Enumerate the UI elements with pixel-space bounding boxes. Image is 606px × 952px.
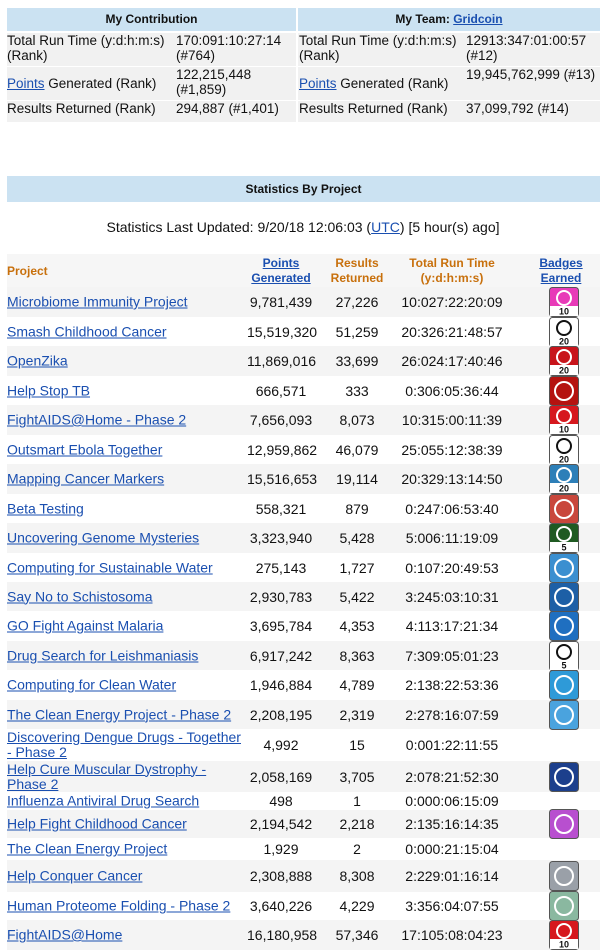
results-value: 8,073 (339, 412, 375, 428)
parasite-badge-icon[interactable] (549, 641, 579, 671)
project-link[interactable]: Say No to Schistosoma (7, 588, 153, 604)
runtime-value: 20:326:21:48:57 (401, 323, 503, 340)
zika-badge-icon[interactable] (549, 346, 579, 376)
table-row (7, 494, 600, 523)
table-row (7, 700, 600, 729)
total-run-time-value: 170:091:10:27:14 (#764) (176, 33, 282, 63)
results-value: 2 (353, 841, 361, 857)
team-total-run-time-row (298, 33, 600, 66)
badge-level: 20 (558, 483, 570, 494)
badge-level: 5 (561, 542, 567, 553)
project-link[interactable]: Computing for Clean Water (7, 676, 177, 693)
points-column-header[interactable]: Points Generated (251, 256, 311, 285)
results-value: 879 (345, 500, 369, 517)
runtime-value: 10:315:00:11:39 (401, 412, 503, 428)
project-link[interactable]: Human Proteome Folding - Phase 2 (7, 897, 231, 914)
points-value: 2,194,542 (249, 816, 313, 832)
clean-energy-badge-icon[interactable] (549, 700, 579, 730)
hammer-badge-icon[interactable] (549, 317, 579, 347)
points-value: 2,058,169 (249, 768, 313, 785)
water-drop-badge-icon[interactable] (549, 670, 579, 700)
results-value: 33,699 (335, 353, 379, 369)
project-column-header: Project (7, 264, 48, 278)
runtime-value: 2:138:22:53:36 (405, 677, 499, 693)
my-contribution-title: My Contribution (7, 8, 296, 33)
table-row (7, 860, 600, 892)
project-link[interactable]: Beta Testing (7, 500, 84, 516)
runtime-value: 2:078:21:52:30 (405, 768, 499, 785)
table-row (7, 405, 600, 435)
runtime-value: 26:024:17:40:46 (401, 353, 503, 369)
results-value: 2,319 (339, 706, 375, 723)
runtime-value: 2:229:01:16:14 (405, 868, 499, 884)
results-value: 4,789 (339, 677, 375, 693)
lungs-badge-icon[interactable] (549, 376, 579, 406)
runtime-column-header: Total Run Time (y:d:h:m:s) (409, 256, 495, 285)
project-link[interactable]: Mapping Cancer Markers (7, 470, 165, 487)
points-value: 9,781,439 (249, 294, 313, 310)
runtime-value: 0:107:20:49:53 (405, 559, 499, 576)
runtime-value: 0:247:06:53:40 (405, 500, 499, 517)
results-value: 1 (353, 793, 361, 809)
total-run-time-row (7, 33, 296, 66)
runtime-value: 3:245:03:10:31 (405, 588, 499, 605)
team-total-run-time-label: Total Run Time (y:d:h:m:s) (Rank) (299, 33, 457, 63)
badge-level: 10 (558, 939, 570, 950)
runtime-value: 25:055:12:38:39 (401, 441, 503, 458)
results-value: 3,705 (339, 768, 375, 785)
project-link[interactable]: Computing for Sustainable Water (7, 559, 213, 575)
table-row (7, 582, 600, 611)
badges-column-header[interactable]: Badges Earned (539, 256, 583, 285)
badge-level: 10 (558, 424, 570, 435)
table-row (7, 553, 600, 582)
team-points-generated-value: 19,945,762,999 (#13) (466, 67, 596, 82)
ebola-badge-icon[interactable] (549, 435, 579, 465)
points-value: 7,656,093 (249, 412, 313, 428)
points-value: 275,143 (255, 559, 307, 576)
badge-level: 20 (558, 365, 570, 376)
runtime-value: 17:105:08:04:23 (401, 927, 503, 943)
microbiome-badge-icon[interactable] (549, 287, 579, 317)
last-updated-text: Statistics Last Updated: 9/20/18 12:06:03 (UTC) [5 hour(s) ago] (106, 219, 500, 235)
points-value: 12,959,862 (247, 441, 318, 458)
points-value: 3,640,226 (249, 898, 313, 914)
badge-level: 5 (561, 660, 567, 670)
table-row (7, 810, 600, 838)
table-row (7, 435, 600, 464)
results-returned-label: Results Returned (Rank) (7, 101, 156, 116)
points-value: 6,917,242 (249, 647, 313, 664)
project-link[interactable]: Influenza Antiviral Drug Search (7, 792, 200, 809)
project-link[interactable]: Help Conquer Cancer (7, 867, 143, 884)
table-row (7, 523, 600, 553)
runtime-value: 10:027:22:20:09 (401, 294, 503, 310)
results-value: 19,114 (336, 471, 378, 487)
runtime-value: 0:000:06:15:09 (405, 793, 499, 809)
table-row (7, 920, 600, 950)
project-link[interactable]: Drug Search for Leishmaniasis (7, 647, 199, 663)
project-link[interactable]: Discovering Dengue Drugs - Together - Phase 2 (7, 729, 241, 760)
table-row (7, 792, 600, 810)
results-value: 2,218 (339, 816, 375, 832)
points-value: 16,180,958 (247, 927, 318, 943)
points-value: 2,208,195 (249, 706, 313, 723)
team-results-returned-label: Results Returned (Rank) (299, 101, 448, 116)
results-value: 51,259 (335, 323, 379, 340)
results-value: 333 (345, 382, 369, 399)
my-contribution-panel (7, 8, 296, 122)
results-value: 27,226 (335, 294, 379, 310)
table-row (7, 641, 600, 670)
results-value: 1,727 (339, 559, 375, 576)
snail-badge-icon[interactable] (549, 582, 579, 612)
project-link[interactable]: GO Fight Against Malaria (7, 617, 164, 634)
runtime-value: 4:113:17:21:34 (405, 618, 499, 634)
statistics-by-project-title: Statistics By Project (7, 176, 600, 202)
water-landscape-badge-icon[interactable] (549, 553, 579, 583)
my-team-panel (298, 8, 600, 122)
results-value: 4,353 (339, 618, 375, 634)
points-generated-label: Points Generated (Rank) (7, 76, 157, 91)
team-results-returned-value: 37,099,792 (#14) (466, 101, 569, 116)
project-link[interactable]: FightAIDS@Home - Phase 2 (7, 411, 187, 428)
dna-markers-badge-icon[interactable] (549, 464, 579, 494)
results-value: 5,428 (339, 530, 375, 546)
table-row (7, 611, 600, 641)
table-row (7, 670, 600, 700)
results-returned-value: 294,887 (#1,401) (176, 101, 279, 116)
runtime-value: 0:000:21:15:04 (405, 841, 499, 857)
mosquito-badge-icon[interactable] (549, 611, 579, 641)
points-generated-row (7, 66, 296, 100)
table-row (7, 346, 600, 376)
table-row (7, 892, 600, 920)
runtime-value: 3:356:04:07:55 (405, 898, 499, 914)
runtime-value: 7:309:05:01:23 (405, 647, 499, 664)
table-row (7, 838, 600, 860)
project-link[interactable]: Help Fight Childhood Cancer (7, 815, 187, 832)
runtime-value: 0:306:05:36:44 (405, 382, 499, 399)
table-row (7, 287, 600, 317)
aids-ribbon-badge-icon[interactable] (549, 920, 579, 950)
protein-badge-icon[interactable] (549, 891, 579, 921)
project-stats-table (7, 254, 600, 950)
runtime-value: 2:135:16:14:35 (405, 816, 499, 832)
points-value: 498 (269, 793, 293, 809)
table-header (7, 254, 600, 288)
team-points-link[interactable]: Points (299, 76, 337, 91)
project-link[interactable]: Help Cure Muscular Dystrophy - Phase 2 (7, 760, 207, 792)
ribbon-badge-icon[interactable] (549, 405, 579, 435)
project-link[interactable]: The Clean Energy Project (7, 840, 168, 857)
table-row (7, 729, 600, 761)
points-value: 2,930,783 (249, 588, 313, 605)
team-total-run-time-value: 12913:347:01:00:57 (#12) (466, 33, 587, 63)
points-value: 11,869,016 (247, 353, 317, 369)
results-value: 46,079 (335, 441, 379, 458)
table-row (7, 317, 600, 346)
badge-level: 20 (558, 454, 570, 464)
points-value: 3,323,940 (249, 530, 313, 546)
runtime-value: 2:278:16:07:59 (405, 706, 499, 723)
points-value: 3,695,784 (249, 618, 313, 634)
results-value: 8,363 (339, 647, 375, 664)
beta-badge-icon[interactable] (549, 494, 579, 524)
tree-badge-icon[interactable] (549, 523, 579, 553)
project-link[interactable]: Microbiome Immunity Project (7, 293, 188, 310)
results-returned-row (7, 100, 296, 123)
points-value: 15,516,653 (247, 471, 318, 487)
team-link[interactable]: Gridcoin (453, 12, 503, 26)
table-row (7, 761, 600, 792)
project-link[interactable]: The Clean Energy Project - Phase 2 (7, 706, 232, 722)
badge-level: 20 (558, 336, 570, 346)
results-value: 8,308 (339, 868, 375, 884)
badge-level: 10 (558, 306, 570, 317)
runtime-value: 0:001:22:11:55 (405, 737, 499, 753)
team-points-generated-row (298, 66, 600, 100)
table-row (7, 376, 600, 405)
total-run-time-label: Total Run Time (y:d:h:m:s) (Rank) (7, 33, 165, 63)
points-generated-value: 122,215,448 (#1,859) (176, 67, 252, 97)
team-results-returned-row (298, 100, 600, 123)
project-link[interactable]: OpenZika (7, 352, 68, 369)
project-link[interactable]: Help Stop TB (7, 382, 91, 398)
runtime-value: 20:329:13:14:50 (401, 471, 503, 487)
person-badge-icon[interactable] (549, 809, 579, 839)
results-column-header: Results Returned (330, 256, 384, 285)
points-value: 558,321 (255, 500, 307, 517)
points-value: 4,992 (263, 737, 299, 753)
crystal-badge-icon[interactable] (549, 861, 579, 891)
project-link[interactable]: Smash Childhood Cancer (7, 323, 167, 339)
runtime-value: 5:006:11:19:09 (405, 530, 499, 546)
project-link[interactable]: Uncovering Genome Mysteries (7, 529, 200, 546)
points-value: 1,946,884 (249, 677, 313, 693)
results-value: 5,422 (339, 588, 375, 605)
results-value: 4,229 (339, 898, 375, 914)
results-value: 15 (349, 737, 365, 753)
points-link[interactable]: Points (7, 76, 45, 91)
utc-link[interactable]: UTC (371, 219, 400, 235)
muscular-dystrophy-badge-icon[interactable] (549, 762, 579, 792)
points-value: 2,308,888 (249, 868, 313, 884)
results-value: 57,346 (335, 927, 379, 943)
table-row (7, 464, 600, 494)
points-value: 666,571 (255, 382, 307, 399)
project-link[interactable]: FightAIDS@Home (7, 926, 123, 943)
my-team-title: My Team: Gridcoin (298, 8, 600, 33)
project-link[interactable]: Outsmart Ebola Together (7, 441, 163, 457)
points-value: 15,519,320 (247, 323, 318, 340)
team-points-generated-label: Points Generated (Rank) (299, 76, 449, 91)
points-value: 1,929 (263, 841, 299, 857)
